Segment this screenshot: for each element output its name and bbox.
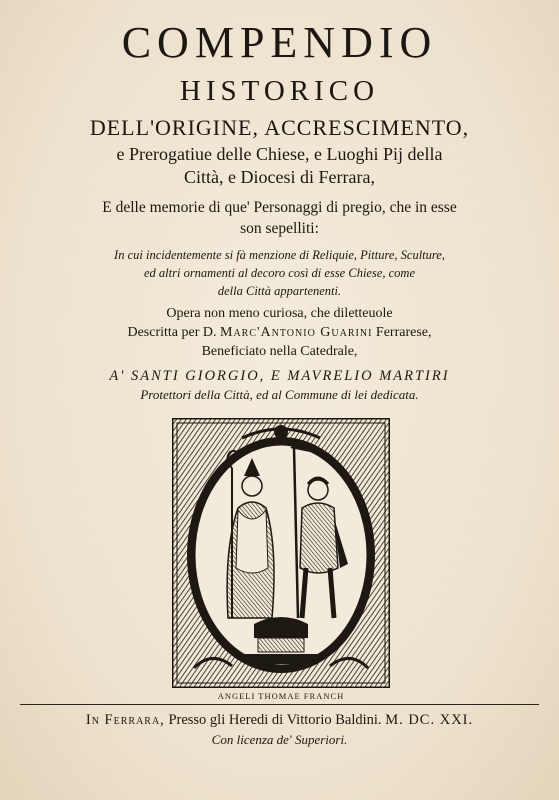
imprint-year: M. DC. XXI. bbox=[385, 712, 474, 728]
title-prerogatiue-line: e Prerogatiue delle Chiese, e Luoghi Pij della bbox=[116, 144, 443, 164]
author-name: Marc'Antonio Guarini bbox=[220, 325, 373, 340]
author-prefix: Descritta per D. bbox=[127, 325, 221, 340]
imprint-publisher: Presso gli Heredi di Vittorio Baldini. bbox=[164, 712, 382, 728]
imprint-line bbox=[0, 711, 559, 729]
author-line-3: Beneficiato nella Catedrale, bbox=[201, 344, 358, 359]
author-line-2 bbox=[0, 324, 559, 342]
imprint-license: Con licenza de' Superiori. bbox=[211, 732, 348, 747]
subtitle-line-1: E delle memorie di que' Personaggi di pregio, che in esse bbox=[102, 199, 457, 216]
dedication-line-1: A' SANTI GIORGIO, E MAVRELIO MARTIRI bbox=[109, 368, 450, 384]
title-origine-line: DELL'ORIGINE, ACCRESCIMENTO, bbox=[89, 115, 470, 140]
subtitle-line-2: son sepelliti: bbox=[240, 220, 319, 237]
woodcut-caption: ANGELI THOMAE FRANCH bbox=[217, 691, 345, 701]
woodcut-illustration bbox=[172, 418, 390, 688]
title-compendio: COMPENDIO bbox=[121, 18, 438, 67]
dedication-line-2: Protettori della Città, ed al Commune di lei dedicata. bbox=[140, 387, 419, 402]
italic-note-line-1: In cui incidentemente si fà menzione di Reliquie, Pitture, Sculture, bbox=[114, 248, 445, 262]
title-historico: HISTORICO bbox=[179, 75, 380, 107]
title-citta-line: Città, e Diocesi di Ferrara, bbox=[184, 167, 375, 187]
italic-note-line-2: ed altri ornamenti al decoro così di esse Chiese, come bbox=[143, 266, 415, 280]
imprint-place: In Ferrara, bbox=[85, 712, 165, 728]
italic-note-line-3: della Città appartenenti. bbox=[217, 284, 342, 298]
imprint-rule bbox=[20, 704, 539, 705]
author-line-1: Opera non meno curiosa, che diletteuole bbox=[166, 306, 393, 321]
author-suffix: Ferrarese, bbox=[372, 325, 432, 340]
